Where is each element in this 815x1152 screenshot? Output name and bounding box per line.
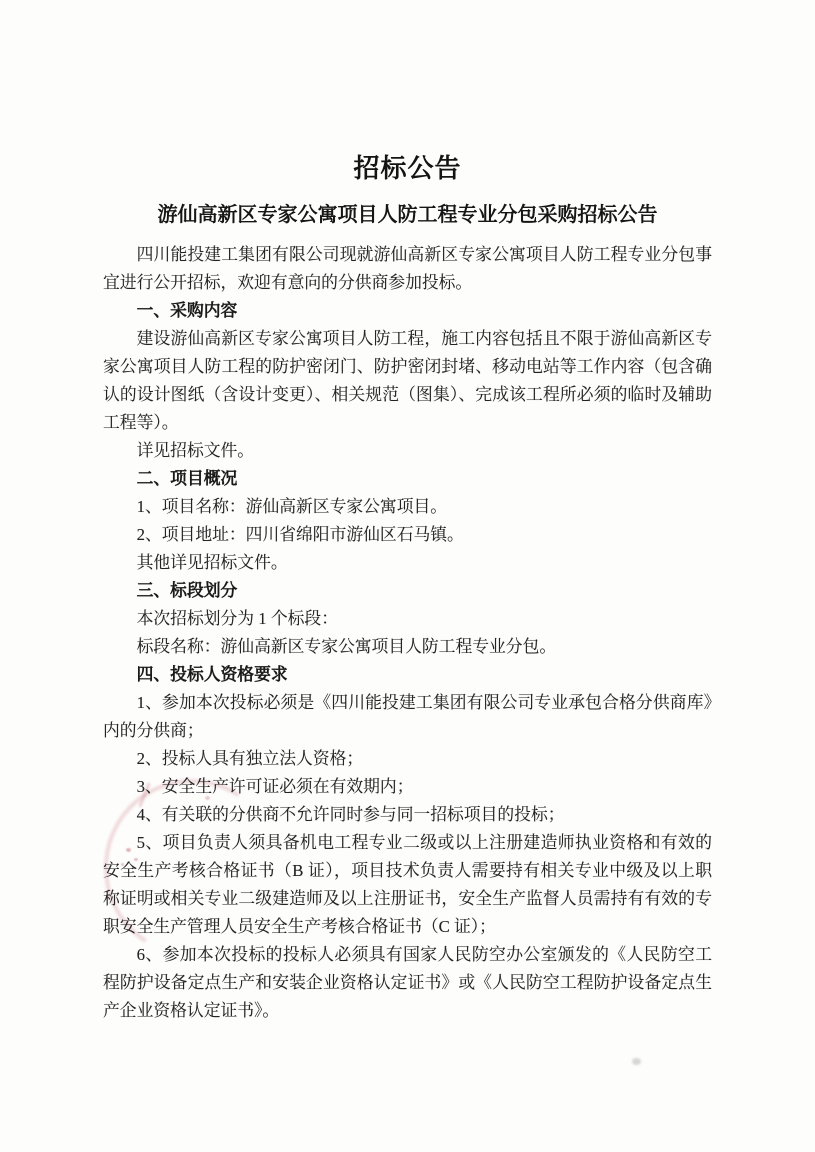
qualification-item-6: 6、参加本次投标的投标人必须具有国家人民防空办公室颁发的《人民防空工程防护设备定点生产和安装企业资格认定证书》或《人民防空工程防护设备定点生产企业资格认定证书》。 [103, 945, 712, 1020]
qualification-item-2: 2、投标人具有独立法人资格； [136, 749, 364, 768]
qualification-item-1: 1、参加本次投标必须是《四川能投建工集团有限公司专业承包合格分供商库》内的分供商； [103, 693, 712, 740]
heading-bidder-qualifications: 四、投标人资格要求 [136, 665, 288, 684]
qualification-item-4: 4、有关联的分供商不允许同时参与同一招标项目的投标； [136, 805, 565, 824]
document-title: 招标公告 [353, 153, 462, 183]
project-name-item: 1、项目名称：游仙高新区专家公寓项目。 [136, 497, 448, 516]
scan-smudge [632, 1058, 641, 1065]
section-count-paragraph: 本次招标划分为 1 个标段： [136, 609, 338, 628]
heading-project-overview: 二、项目概况 [136, 469, 238, 488]
intro-paragraph: 四川能投建工集团有限公司现就游仙高新区专家公寓项目人防工程专业分包事宜进行公开招标，欢迎有意向的分供商参加投标。 [103, 245, 712, 292]
qualification-item-5: 5、项目负责人须具备机电工程专业二级或以上注册建造师执业资格和有效的安全生产考核合格证书（B 证），项目技术负责人需要持有相关专业中级及以上职称证明或相关专业二级建造师及以上注册证书，安全生产监督人员需持有有效的专职安全生产管理人员安全生产考核合格证书（C 证）； [103, 833, 712, 936]
qualification-item-3: 3、安全生产许可证必须在有效期内； [136, 777, 414, 796]
document-subtitle: 游仙高新区专家公寓项目人防工程专业分包采购招标公告 [157, 204, 658, 226]
project-address-item: 2、项目地址：四川省绵阳市游仙区石马镇。 [136, 525, 464, 544]
document-content [103, 150, 712, 1025]
heading-section-division: 三、标段划分 [136, 581, 238, 600]
heading-procurement-content: 一、采购内容 [136, 301, 238, 320]
see-tender-docs-paragraph: 详见招标文件。 [136, 441, 255, 460]
procurement-scope-paragraph: 建设游仙高新区专家公寓项目人防工程，施工内容包括且不限于游仙高新区专家公寓项目人防工程的防护密闭门、防护密闭封堵、移动电站等工作内容（包含确认的设计图纸（含设计变更）、相关规范（图集）、完成该工程所必须的临时及辅助工程等）。 [103, 329, 712, 432]
document-body [103, 241, 712, 1025]
section-name-paragraph: 标段名称：游仙高新区专家公寓项目人防工程专业分包。 [136, 637, 557, 656]
other-details-paragraph: 其他详见招标文件。 [136, 553, 288, 572]
